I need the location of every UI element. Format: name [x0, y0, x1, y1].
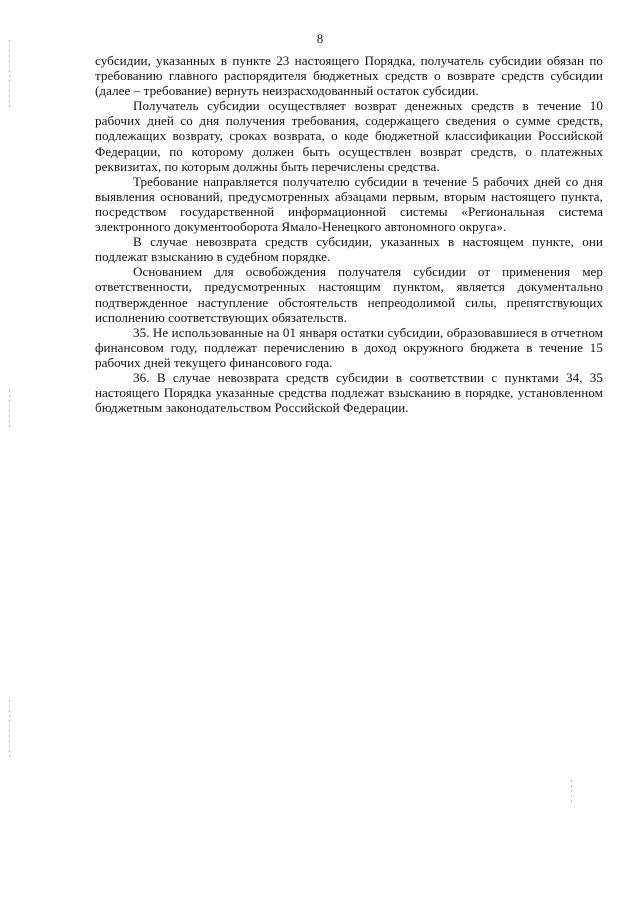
paragraph-court-recovery: В случае невозврата средств субсидии, указанных в настоящем пункте, они подлежат взысканию в судебном порядке.	[95, 234, 603, 265]
paragraph-item-35: 35. Не использованные на 01 января остатки субсидии, образовавшиеся в отчетном финансовом году, подлежат перечислению в доход окружного бюджета в течение 15 рабочих дней текущего финансового года.	[95, 324, 603, 370]
paragraph-refund-procedure: Получатель субсидии осуществляет возврат денежных средств в течение 10 рабочих дней со дня получения требования, содержащего сведения о сумме средств, подлежащих возврату, сроках возврата, о коде бюджетной классификации Российской Федерации, по которому должен быть осуществлен возврат средств, о платежных реквизитах, по которым должны быть перечислены средства.	[95, 98, 603, 174]
document-body	[95, 53, 603, 415]
paragraph-item-36: 36. В случае невозврата средств субсидии в соответствии с пунктами 34, 35 настоящего Порядка указанные средства подлежат взысканию в порядке, установленном бюджетным законодательством Российской Федерации.	[95, 369, 603, 416]
scan-margin-mark	[9, 700, 10, 760]
scan-margin-mark	[571, 780, 572, 802]
scan-margin-mark	[9, 40, 10, 110]
paragraph-continuation: субсидии, указанных в пункте 23 настоящего Порядка, получатель субсидии обязан по требованию главного распорядителя бюджетных средств о возврате средств субсидии (далее – требование) вернуть неизрасходованный остаток субсидии.	[95, 53, 603, 99]
paragraph-force-majeure: Основанием для освобождения получателя субсидии от применения мер ответственности, предусмотренных настоящим пунктом, является документально подтвержденное наступление обстоятельств непреодолимой силы, препятствующих исполнению соответствующих обязательств.	[95, 264, 603, 325]
scan-margin-mark	[9, 390, 10, 430]
paragraph-requirement-sending: Требование направляется получателю субсидии в течение 5 рабочих дней со дня выявления оснований, предусмотренных абзацами первым, вторым настоящего пункта, посредством государственной информационной системы «Региональная система электронного документооборота Ямало-Ненецкого автономного округа».	[95, 173, 603, 235]
page-number: 8	[316, 31, 324, 46]
